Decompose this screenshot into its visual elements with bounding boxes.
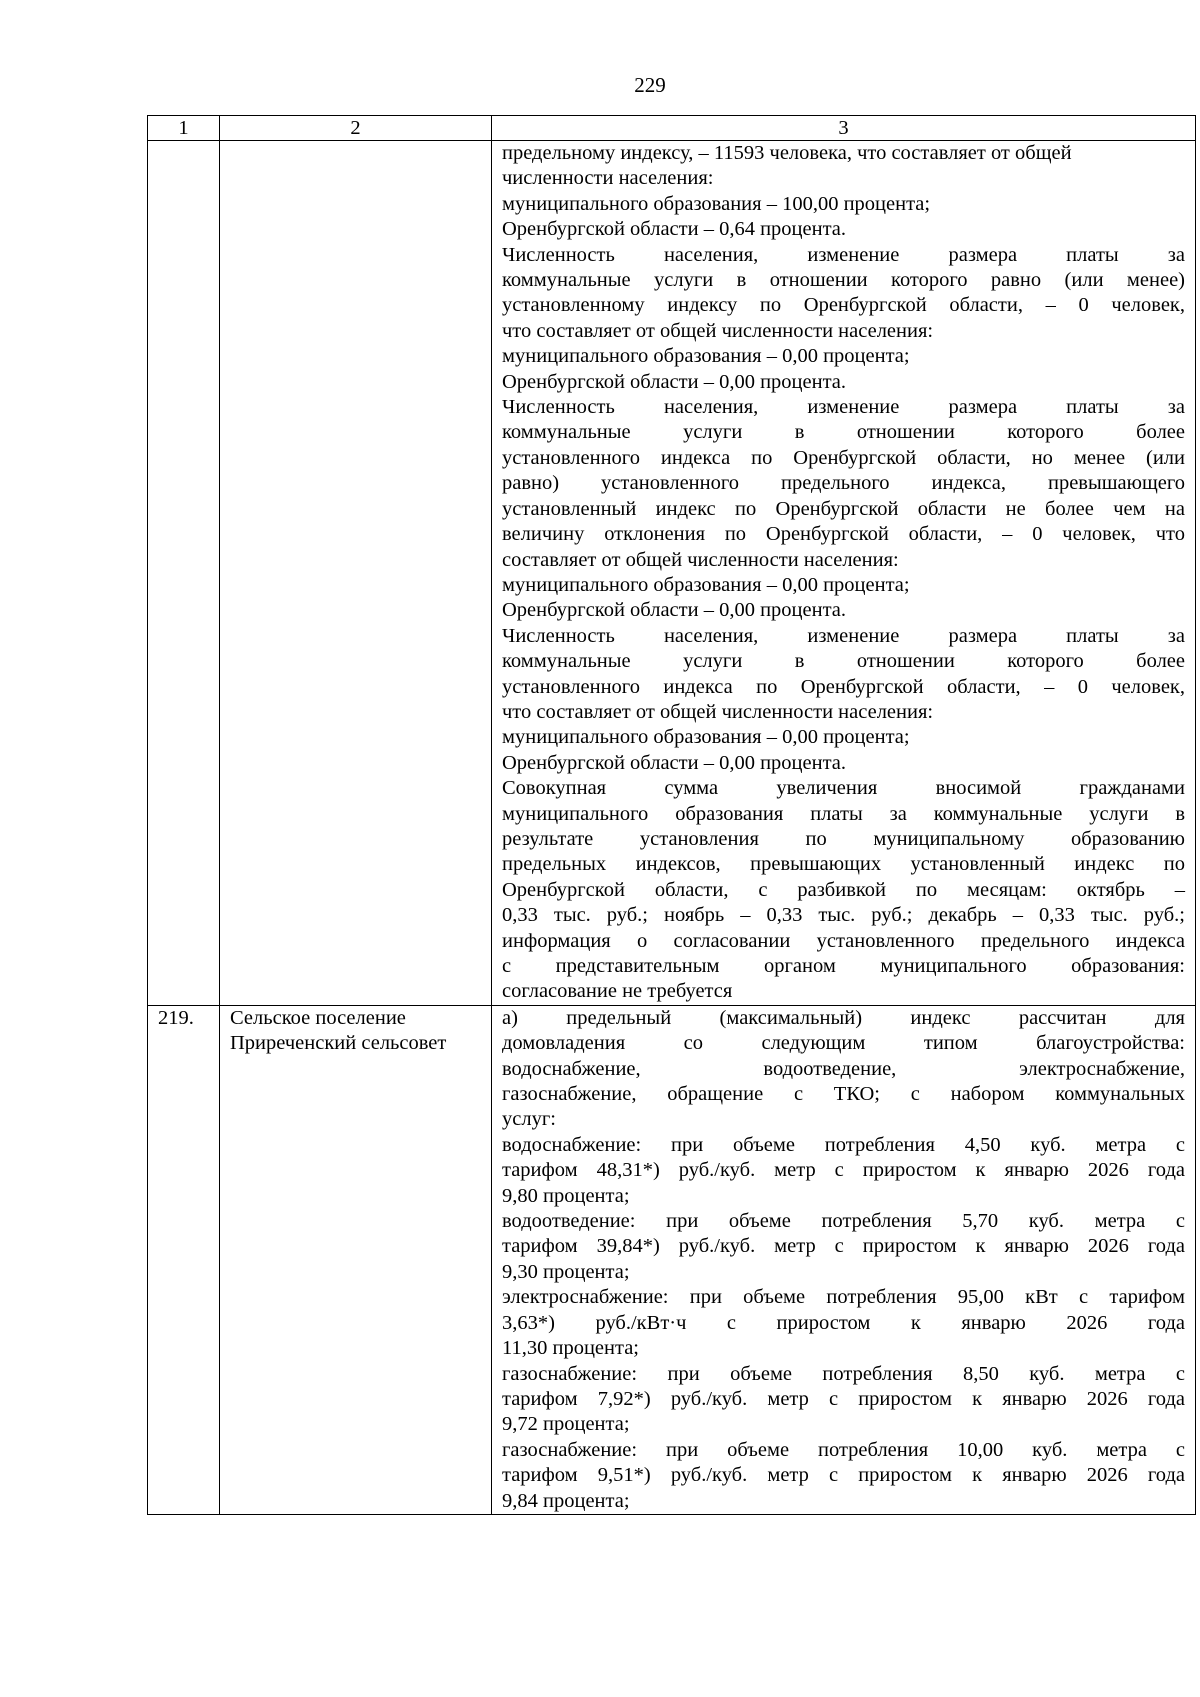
table-header-row	[148, 116, 1196, 141]
content-line: численности населения:	[502, 167, 714, 190]
content-line: информация о согласовании установленного предельного индекса	[502, 929, 1185, 952]
content-line: муниципального образования – 100,00 процента;	[502, 192, 931, 215]
row-name	[220, 1005, 492, 1514]
content-line: составляет от общей численности населения:	[502, 548, 899, 571]
content-line: тарифом 7,92*) руб./куб. метр с приростом к январю 2026 года	[502, 1387, 1185, 1410]
column-header-2: 2	[220, 116, 492, 141]
row-number: 219.	[148, 1005, 220, 1514]
content-line: 9,72 процента;	[502, 1413, 630, 1436]
content-line: результате установления по муниципальному образованию	[502, 827, 1185, 850]
content-line: тарифом 48,31*) руб./куб. метр с приростом к январю 2026 года	[502, 1159, 1185, 1182]
content-line: 0,33 тыс. руб.; ноябрь – 0,33 тыс. руб.; декабрь – 0,33 тыс. руб.;	[502, 904, 1185, 927]
content-line: Оренбургской области – 0,00 процента.	[502, 599, 847, 622]
content-line: 9,80 процента;	[502, 1184, 630, 1207]
content-line: газоснабжение, обращение с ТКО; с набором коммунальных	[502, 1083, 1185, 1106]
content-line: Оренбургской области – 0,00 процента.	[502, 370, 847, 393]
row-name	[220, 141, 492, 1006]
row-content-continuation	[492, 141, 1196, 1006]
content-line: Численность населения, изменение размера платы за	[502, 396, 1185, 419]
content-line: электроснабжение: при объеме потребления 95,00 кВт с тарифом	[502, 1286, 1185, 1309]
content-line: что составляет от общей численности населения:	[502, 319, 934, 342]
content-line: коммунальные услуги в отношении которого равно (или менее)	[502, 269, 1185, 292]
column-header-1: 1	[148, 116, 220, 141]
content-line: тарифом 39,84*) руб./куб. метр с приростом к январю 2026 года	[502, 1235, 1185, 1258]
content-line: установленного индекса по Оренбургской области, но менее (или	[502, 446, 1185, 469]
page-number: 229	[634, 73, 666, 97]
content-line: услуг:	[502, 1108, 556, 1131]
content-line: Совокупная сумма увеличения вносимой гражданами	[502, 777, 1185, 800]
content-line: равно) установленного предельного индекса, превышающего	[502, 472, 1185, 495]
content-line: установленного индекса по Оренбургской области, – 0 человек,	[502, 675, 1185, 698]
content-line: муниципального образования – 0,00 процента;	[502, 573, 910, 596]
content-line: тарифом 9,51*) руб./куб. метр с приростом к январю 2026 года	[502, 1464, 1185, 1487]
content-lines	[502, 1006, 1185, 1514]
content-line: 9,84 процента;	[502, 1489, 630, 1512]
content-lines	[502, 141, 1185, 1005]
content-line: газоснабжение: при объеме потребления 8,50 куб. метра с	[502, 1362, 1185, 1385]
row-name-line: Приреченский сельсовет	[230, 1032, 447, 1055]
content-line: муниципального образования – 0,00 процента;	[502, 726, 910, 749]
content-line: установленному индексу по Оренбургской области, – 0 человек,	[502, 294, 1185, 317]
content-line: согласование не требуется	[502, 980, 733, 1003]
row-number	[148, 141, 220, 1006]
content-line: муниципального образования – 0,00 процента;	[502, 345, 910, 368]
content-line: 9,30 процента;	[502, 1260, 630, 1283]
content-line: Оренбургской области, с разбивкой по месяцам: октябрь –	[502, 878, 1185, 901]
table-row	[148, 141, 1196, 1006]
content-line: установленный индекс по Оренбургской области не более чем на	[502, 497, 1185, 520]
content-line: Оренбургской области – 0,64 процента.	[502, 218, 847, 241]
content-line: предельному индексу, – 11593 человека, что составляет от общей	[502, 142, 1072, 164]
row-name-line: Сельское поселение	[230, 1006, 406, 1029]
content-line: коммунальные услуги в отношении которого более	[502, 421, 1185, 444]
content-line: газоснабжение: при объеме потребления 10,00 куб. метра с	[502, 1438, 1185, 1461]
content-line: величину отклонения по Оренбургской области, – 0 человек, что	[502, 523, 1185, 546]
table-row	[148, 1005, 1196, 1514]
content-line: водоснабжение: при объеме потребления 4,50 куб. метра с	[502, 1133, 1185, 1156]
content-line: 11,30 процента;	[502, 1337, 640, 1360]
content-line: что составляет от общей численности населения:	[502, 700, 934, 723]
content-line: водоотведение: при объеме потребления 5,70 куб. метра с	[502, 1210, 1185, 1233]
content-line: водоснабжение, водоотведение, электроснабжение,	[502, 1057, 1185, 1080]
document-table	[147, 115, 1196, 1515]
content-line: домовладения со следующим типом благоустройства:	[502, 1032, 1185, 1055]
column-header-3: 3	[492, 116, 1196, 141]
content-line: с представительным органом муниципального образования:	[502, 955, 1185, 977]
content-line: коммунальные услуги в отношении которого более	[502, 650, 1185, 673]
content-line: Численность населения, изменение размера платы за	[502, 624, 1185, 647]
content-line: Оренбургской области – 0,00 процента.	[502, 751, 847, 774]
content-line: муниципального образования платы за коммунальные услуги в	[502, 802, 1185, 825]
content-line: а) предельный (максимальный) индекс рассчитан для	[502, 1006, 1185, 1029]
content-line: Численность населения, изменение размера платы за	[502, 243, 1185, 266]
row-content-219	[492, 1005, 1196, 1514]
content-line: предельных индексов, превышающих установленный индекс по	[502, 853, 1185, 876]
content-line: 3,63*) руб./кВт·ч с приростом к январю 2026 года	[502, 1311, 1185, 1334]
